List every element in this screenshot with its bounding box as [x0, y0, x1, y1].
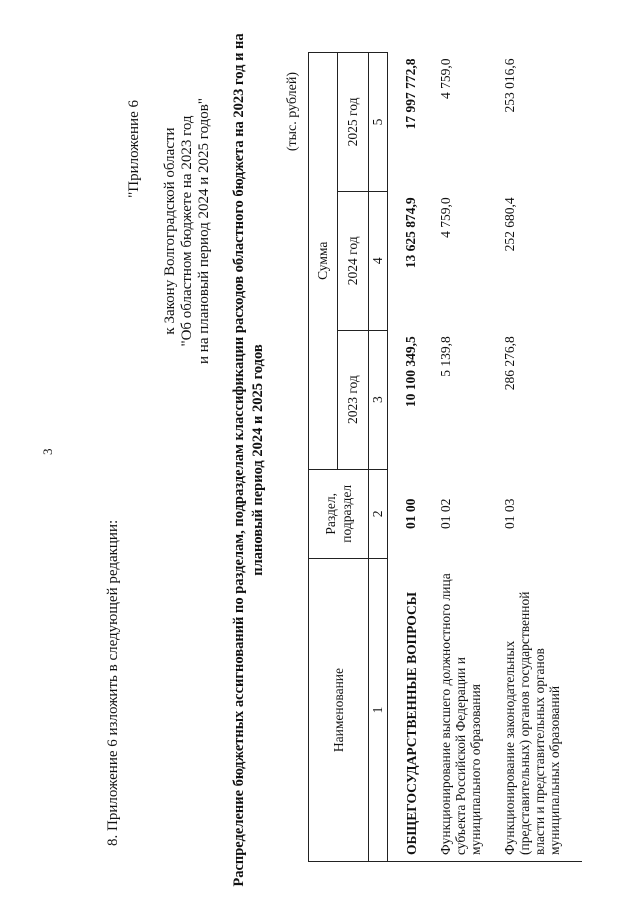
row-2023: 5 139,8 [438, 336, 453, 377]
law-reference [162, 98, 213, 364]
header-2024: 2024 год [338, 191, 369, 330]
header-2025: 2025 год [338, 53, 369, 192]
column-number: 4 [369, 191, 388, 330]
table-row [434, 53, 498, 862]
row-code: 01 00 [403, 498, 418, 529]
column-number: 2 [369, 469, 388, 558]
units-label: (тыс. рублей) [285, 72, 300, 152]
header-sum: Сумма [309, 53, 338, 470]
intro-text: 8. Приложение 6 изложить в следующей редакции: [105, 519, 121, 846]
row-2024: 4 759,0 [438, 197, 453, 238]
table-row [388, 53, 435, 862]
table-row [498, 53, 582, 862]
row-2024: 252 680,4 [502, 197, 517, 252]
row-name: ОБЩЕГОСУДАРСТВЕННЫЕ ВОПРОСЫ [388, 559, 435, 862]
row-code: 01 02 [438, 498, 453, 529]
row-2024: 13 625 874,9 [403, 197, 418, 269]
appendix-label: "Приложение 6 [126, 100, 142, 198]
row-2023: 10 100 349,5 [403, 336, 418, 408]
row-2025: 253 016,6 [502, 58, 517, 113]
law-reference-line2: "Об областном бюджете на 2023 год [179, 115, 195, 347]
column-number: 3 [369, 330, 388, 469]
header-code: Раздел, подраздел [309, 469, 369, 558]
row-name: Функционирование высшего должностного лица субъекта Российской Федерации и муниципального образования [434, 559, 498, 862]
page-number: 3 [40, 448, 55, 455]
row-2025: 17 997 772,8 [403, 58, 418, 130]
row-code: 01 03 [502, 498, 517, 529]
row-name: Функционирование законодательных (представительных) органов государственной власти и представительных органов муниципальных образований [498, 559, 582, 862]
header-2023: 2023 год [338, 330, 369, 469]
header-name: Наименование [309, 559, 369, 862]
law-reference-line3: и на плановый период 2024 и 2025 годов" [196, 98, 212, 364]
law-reference-line1: к Закону Волгоградской области [162, 127, 178, 335]
column-number: 5 [369, 53, 388, 192]
column-number: 1 [369, 559, 388, 862]
document-title: Распределение бюджетных ассигнований по разделам, подразделам классификации расходов областного бюджета на 2023 год и на плановый период 2024 и 2025 годов [231, 33, 266, 887]
budget-table [308, 52, 582, 862]
row-2023: 286 276,8 [502, 336, 517, 391]
row-2025: 4 759,0 [438, 58, 453, 99]
